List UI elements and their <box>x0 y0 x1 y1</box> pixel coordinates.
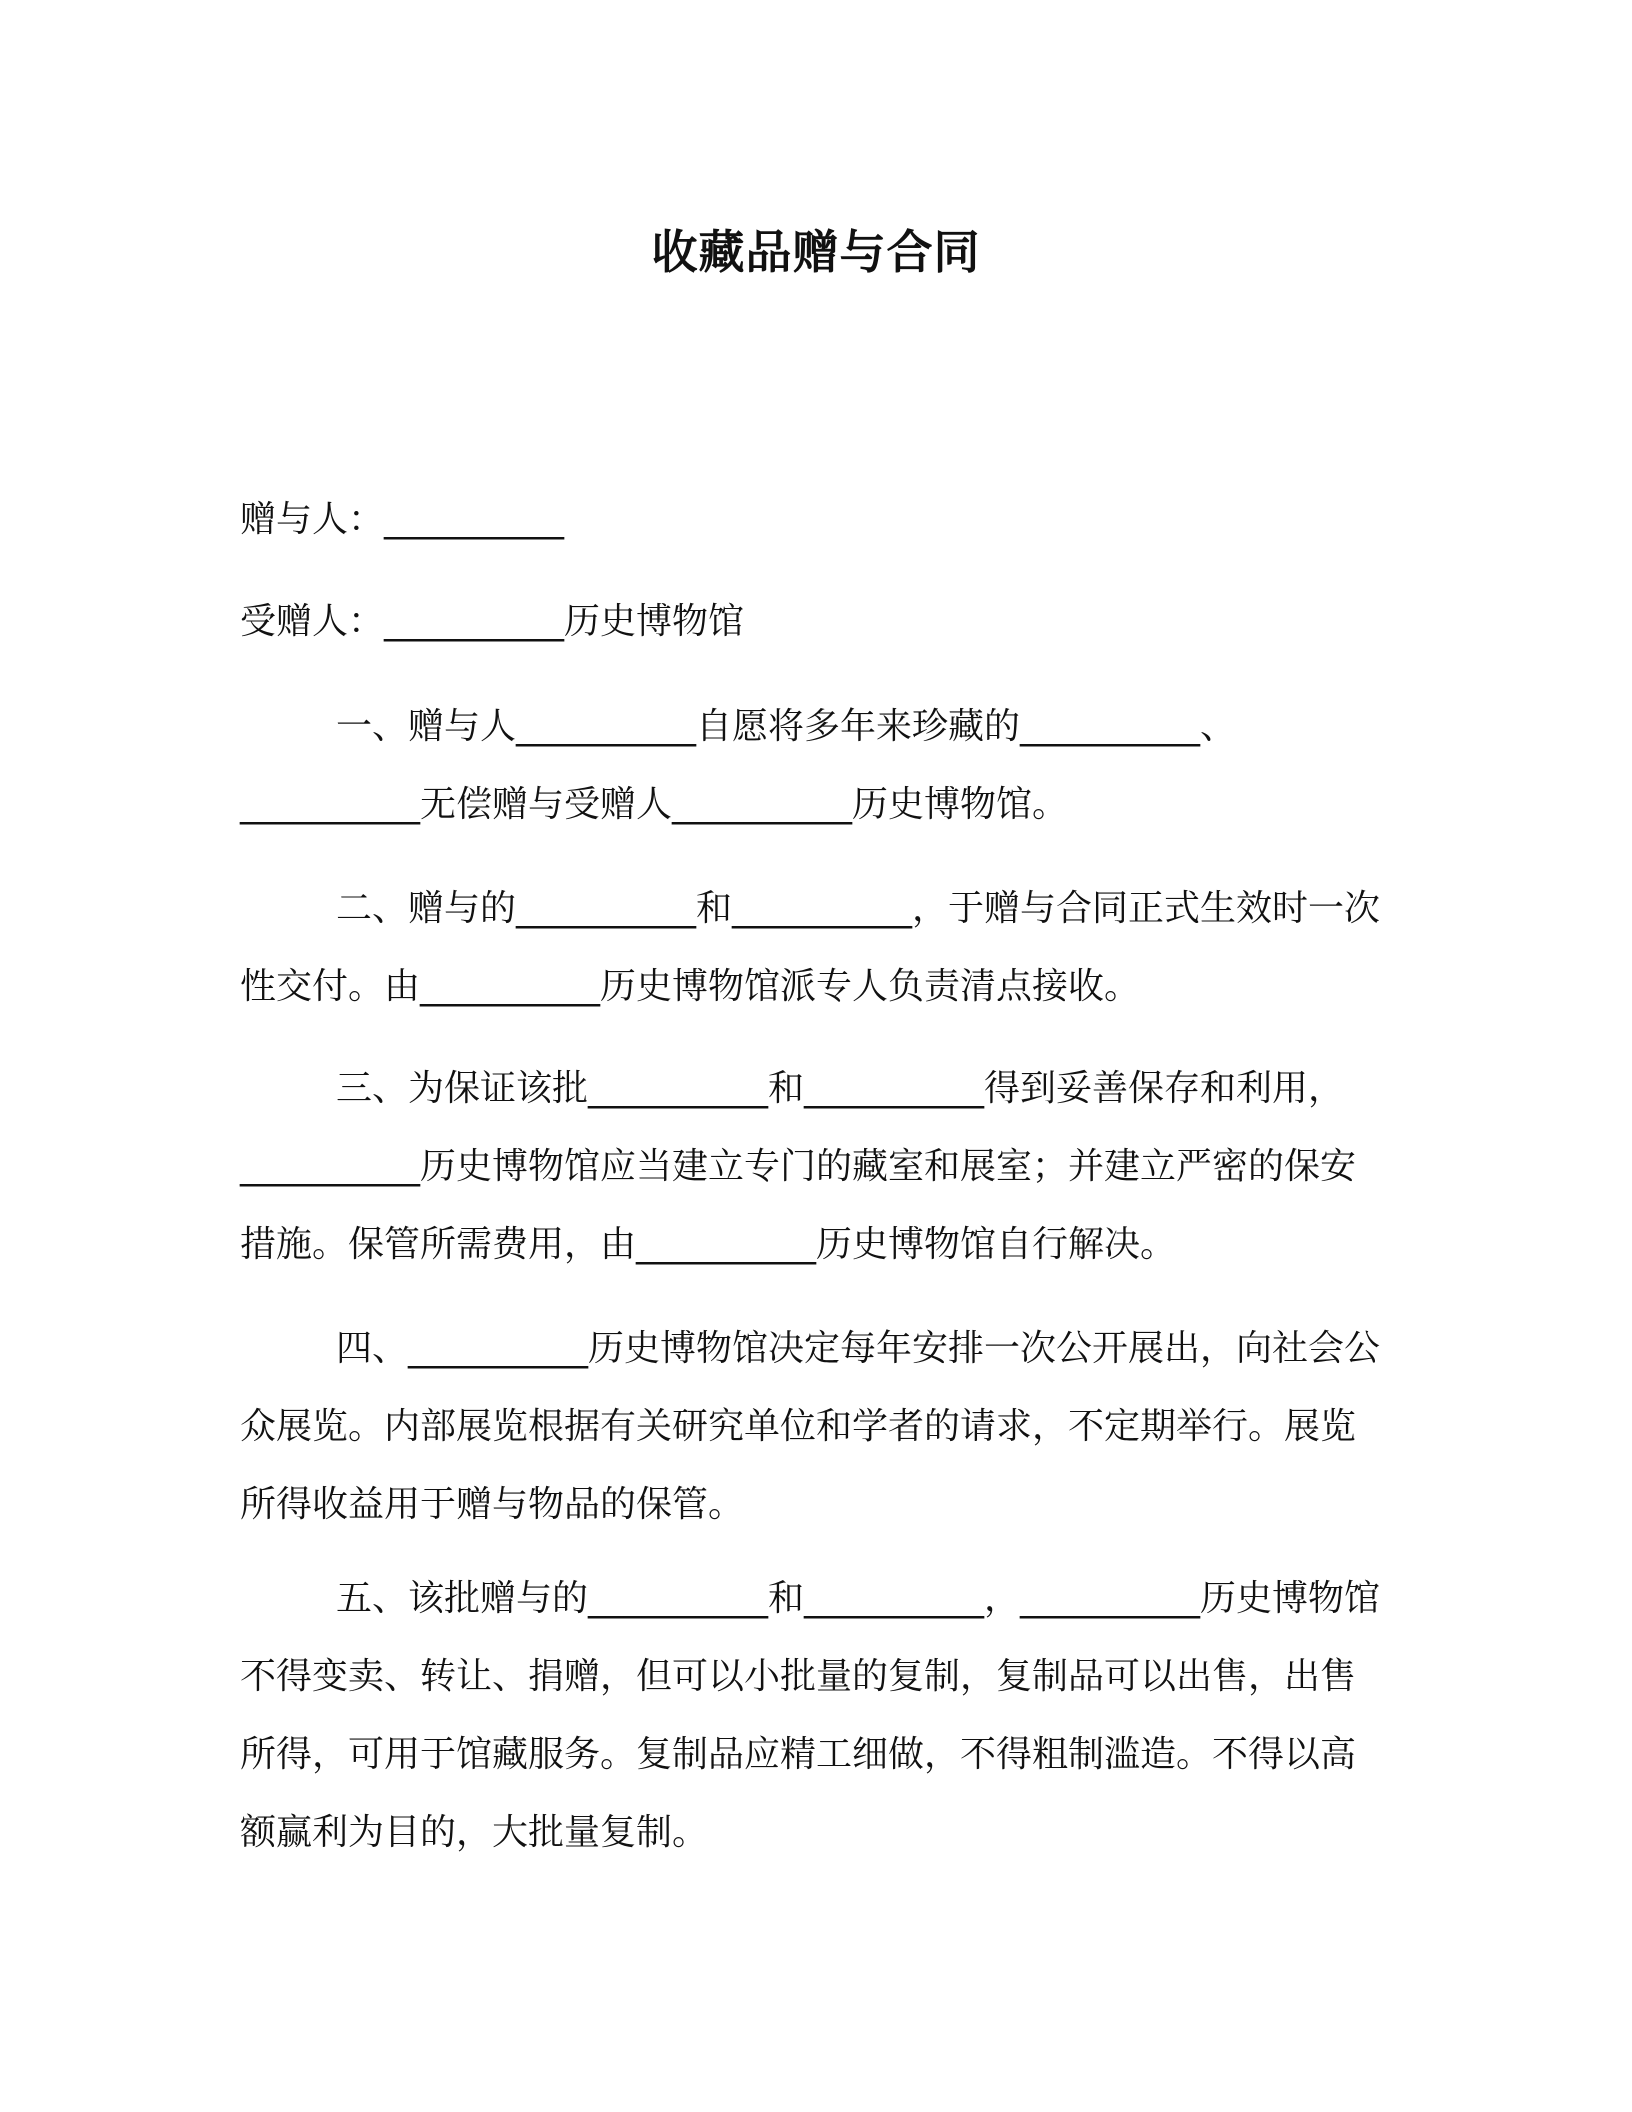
clause-5: 五、该批赠与的__________和__________，__________历史博物馆不得变卖、转让、捐赠，但可以小批量的复制，复制品可以出售，出售所得，可用于馆藏服务。复制品应精工细做，不得粗制滥造。不得以高额赢利为目的，大批量复制。 <box>240 1578 1381 1853</box>
donor-line: 赠与人：__________ <box>240 499 565 540</box>
clause-3: 三、为保证该批__________和__________得到妥善保存和利用，__________历史博物馆应当建立专门的藏室和展室；并建立严密的保安措施。保管所需费用，由__________历史博物馆自行解决。 <box>240 1068 1357 1265</box>
clause-1: 一、赠与人__________自愿将多年来珍藏的__________、__________无偿赠与受赠人__________历史博物馆。 <box>240 706 1237 825</box>
recipient-line: 受赠人：__________历史博物馆 <box>240 601 745 642</box>
clause-4: 四、__________历史博物馆决定每年安排一次公开展出，向社会公众展览。内部展览根据有关研究单位和学者的请求，不定期举行。展览所得收益用于赠与物品的保管。 <box>240 1328 1381 1525</box>
clause-2: 二、赠与的__________和__________，于赠与合同正式生效时一次性交付。由__________历史博物馆派专人负责清点接收。 <box>240 888 1381 1007</box>
document-title: 收藏品赠与合同 <box>651 225 981 279</box>
